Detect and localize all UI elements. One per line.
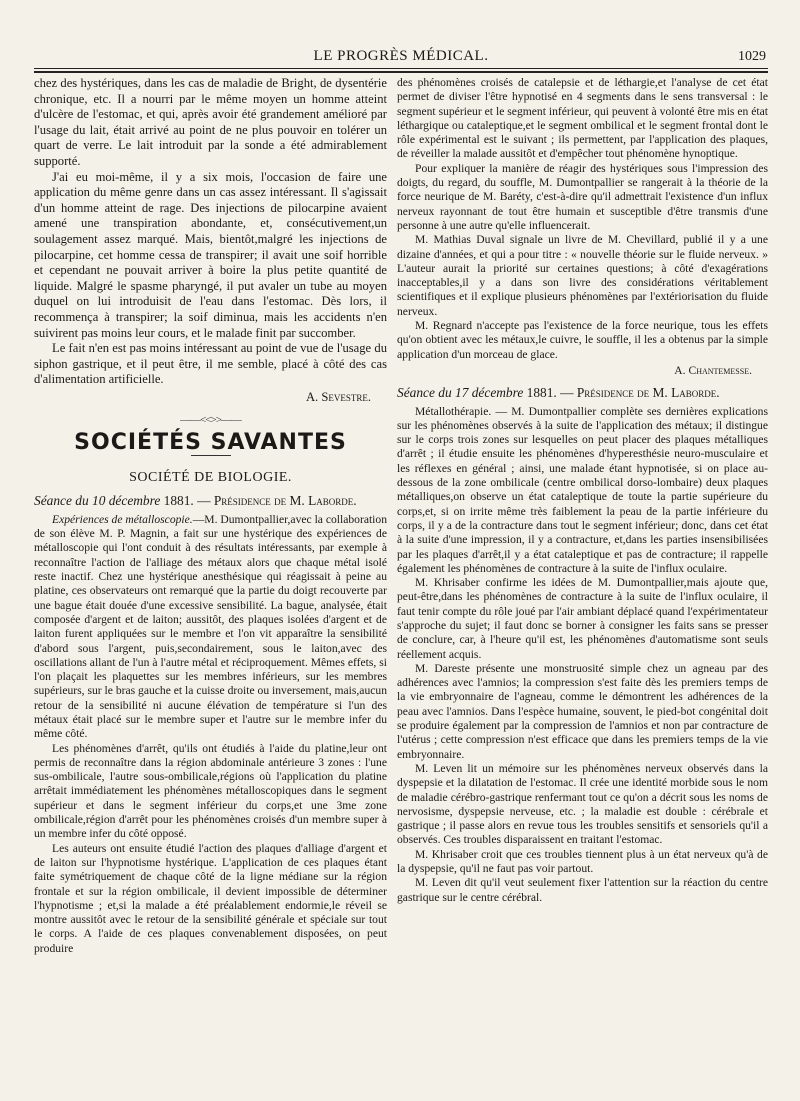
- page-number: 1029: [738, 49, 766, 64]
- session-date: Séance du 17 décembre: [397, 385, 524, 401]
- section-title: SOCIÉTÉS SAVANTES: [74, 430, 347, 456]
- paragraph: Le fait n'en est pas moins intéressant au point de vue de l'usage du siphon gastrique, et il peut être, il me semble, placé à côté des cas d'alimentation artificielle.: [34, 341, 387, 387]
- paragraph: chez des hystériques, dans les cas de maladie de Bright, de dysentérie chronique, etc. Il a nourri par le même moyen un homme atteint d'ulcère de l'estomac, et qui, après avoir été grandement amélioré par l'usage du lait, était arrivé au point de ne plus pouvoir en tolérer un quart de verre. Le lait introduit par la sonde a été admirablement supporté.: [34, 76, 387, 168]
- paragraph: M. Leven dit qu'il veut seulement fixer l'attention sur la réaction du centre gastrique sur le centre cérébral.: [397, 876, 768, 904]
- author-signature: A. Sevestre.: [305, 389, 371, 404]
- paragraph: M. Dareste présente une monstruosité simple chez un agneau par des adhérences avec l'amnios; la compression s'est faite dès les premiers temps de la vie embryonnaire de l'agneau, comme le démontrent les adhérences de la peau avec l'amnios. Dans l'espèce humaine, souvent, le pied-bot congénital doit se produire également par la compression de l'amnios et non par contracture de l'utérus ; cette compression n'est efficace que dans les premiers temps de la vie embryonnaire.: [397, 661, 768, 761]
- paragraph-text: —M. Dumontpallier,avec la collaboration de son élève M. P. Magnin, a fait sur une hystérique des expériences de métalloscopie qui l'ont conduit à des résultats intéressants, par exemple à reconnaître l'action de l'alliage des métaux alors que chaque métal isolé reste inactif. Chez une hystérique anesthésique qui réagissait à peine au platine, ces observateurs ont remarqué que la partie du doigt recouverte par une bague était douée d'une excessive sensibilité. La bague, analysée, était composée d'argent et de laiton; aussitôt, des plaques isolées d'argent et de laiton furent appliquées sur le membre et l'on vit apparaître la sensibilité d'abord sous l'argent, puis,secondairement, sous le laiton,avec des oscillations allant de l'un à l'autre métal et réciproquement. Mêmes effets, si l'on plaçait les plaquettes sur les membres inférieurs, sur les membres supérieurs, sur le bras gauche et la cuisse droite ou inversement, mais,aucun retour de la sensibilité ni aucune élévation de température si l'un des métaux était placé sur le membre super et l'autre sur le membre infer du même côté.: [34, 512, 388, 741]
- subsection-title: SOCIÉTÉ DE BIOLOGIE.: [129, 469, 292, 485]
- right-column: [397, 76, 768, 905]
- paragraph: M. Regnard n'accepte pas l'existence de la force neurique, tous les effets qu'on obtient avec les métaux,le cuivre, le souffle, il les a obtenus par la simple application d'un morceau de glace.: [397, 319, 768, 361]
- header-rule: [34, 68, 768, 69]
- session-presidence: Présidence de M. Laborde.: [213, 493, 357, 509]
- session-line: [34, 493, 387, 509]
- paragraph: des phénomènes croisés de catalepsie et de léthargie,et l'analyse de cet état permet de diviser l'être hypnotisé en 4 segments dans le sens transversal : le segment supérieur et le segment inférieur, qui peuvent à volonté être mis en état léthargique ou cataleptique,et le segment ombilical et le segment frontal dont le rôle expérimental est le suivant ; ils permettent, par l'application des plaques, de réveiller la malade aussitôt et d'empêcher tout phénomène hynoptique.: [397, 76, 768, 161]
- ornament-divider: ——<<>>——: [180, 414, 241, 427]
- paragraph: Les phénomènes d'arrêt, qu'ils ont étudiés à l'aide du platine,leur ont permis de reconnaître dans la région abdominale antérieure 3 zones : l'une sus-ombilicale, l'autre sous-ombilicale,régions où l'application du platine arrêtait immédiatement les phénomènes métalloscopiques dans le segment supérieur et dans le segment inférieur du corps,et une 3me zone ombilicale,région d'arrêt pour les phénomènes croisés d'un membre super à un membre infer du côté opposé.: [34, 741, 387, 841]
- paragraph: [34, 513, 387, 742]
- left-column: [34, 76, 387, 956]
- running-header: [34, 44, 768, 66]
- session-year: 1881. —: [523, 385, 577, 401]
- session-date: Séance du 10 décembre: [34, 493, 161, 509]
- session-presidence: Présidence de M. Laborde.: [576, 385, 720, 401]
- paragraph: J'ai eu moi-même, il y a six mois, l'occasion de faire une application du même genre dans un cas assez intéressant. Il s'agissait d'un homme atteint de rage. Des injections de pilocarpine avaient amené une transpiration abondante, et, consécutivement,un soulagement assez marqué. Mais, bientôt,malgré les injections de pilocarpine, cet homme cessa de transpirer; il avait une soif horrible et cependant ne pouvait arriver à boire la plus petite quantité de liquide. Malgré le spasme pharyngé, il put avaler un tube au moyen duquel on lui introduisit de l'eau dans l'estomac. Dès lors, il recommença à transpirer; la soif diminua, mais les accidents n'en suivirent pas moins leur cours, et le malade finit par succomber.: [34, 169, 387, 340]
- session-line: [397, 386, 768, 400]
- paragraph: Métallothérapie. — M. Dumontpallier complète ses dernières explications sur les phénomènes observés à la suite de l'application des métaux; il distingue sur le corps trois zones sur lesquelles on peut placer des plaques métalliques d'arrêt ; il étudie ensuite les phénomènes d'hyperesthésie neuro-musculaire et les réflexes en général ; ainsi, une malade étant hypnotisée, si on place au-dessous de la zone ombilicale (centre ombilical dorso-lombaire) deux plaques métalliques,on observe un état cataleptique de toute la partie supérieure du corps,et, si on irrite même très faiblement la peau de la partie inférieure du corps, il y a de la contracture dans tout le segment inférieur; donc, dans cet état à la suite d'une impression, il y a contracture, et,dans les parties insensibilisées par les plaques d'arrêt,il y a état cataleptique et pas de contracture; il rappelle également les phénomènes de contracture à la suite de l'influx oculaire.: [397, 404, 768, 575]
- article-heading: Expériences de métalloscopie.: [52, 512, 193, 526]
- article-body: [34, 513, 387, 956]
- paragraph: M. Khrisaber croit que ces troubles tiennent plus à un état nerveux qu'à de la dyspepsie, qu'il ne faut pas voir partout.: [397, 847, 768, 876]
- paragraph: M. Mathias Duval signale un livre de M. Chevillard, publié il y a une dizaine d'années, et qui a pour titre : « nouvelle théorie sur le fluide nerveux. » L'auteur aurait la priorité sur certaines questions; à côté d'exagérations inacceptables,il y a dans son livre des considérations véritablement scientifiques et il explique plusieurs phénomènes par l'extériorisation du fluide nerveux.: [397, 233, 768, 318]
- paragraph: M. Leven lit un mémoire sur les phénomènes nerveux observés dans la dyspepsie et la dilatation de l'estomac. Il crée une identité morbide sous le nom de maladie cérébro-gastrique renfermant tout ce qu'on a décrit sous les noms de nervosisme, dyspepsie nerveuse, etc. ; la maladie est double : cérébrale et gastrique ; il passe alors en revue tous les troubles sensitifs et sensoriels qu'il a observés. Ces troubles disparaissent en traitant l'estomac.: [397, 761, 768, 847]
- paragraph: Les auteurs ont ensuite étudié l'action des plaques d'alliage d'argent et de laiton sur l'hypnotisme hystérique. L'application de ces plaques étant faite symétriquement de chaque côté de la ligne médiane sur la région frontale et sur la région ombilicale, il devient impossible de déterminer l'hypnotisme ; et,si la malade a été préalablement endormie,le réveil se montre aussitôt avec le retour de la sensibilité générale et spéciale sur tout le corps. A l'aide de ces plaques convenablement disposées, on peut produire: [34, 841, 387, 955]
- journal-title: LE PROGRÈS MÉDICAL.: [313, 48, 489, 64]
- paragraph: M. Khrisaber confirme les idées de M. Dumontpallier,mais ajoute que, peut-être,dans les phénomènes de contracture à la suite de l'influx oculaire, il faut tenir compte du rôle joué par l'air ambiant déplacé quand l'expérimentateur s'approche du sujet; il faut donc se borner à consigner les faits sans se presser de conclure, car, à l'heure qu'il est, les phénomènes d'automatisme sont seuls réellement acquis.: [397, 576, 768, 661]
- header-rule-thick: [34, 71, 768, 73]
- session-year: 1881. —: [160, 493, 214, 509]
- paragraph: Pour expliquer la manière de réagir des hystériques sous l'impression des doigts, du regard, du souffle, M. Dumontpallier se rangerait à la théorie de la force neurique de M. Baréty, c'est-à-dire qu'il admettrait l'existence d'un influx nerveux rayonnant de tout être humain et susceptible d'être transmis d'une personne à une autre qu'elle influencerait.: [397, 161, 768, 232]
- author-signature: A. Chantemesse.: [674, 363, 752, 377]
